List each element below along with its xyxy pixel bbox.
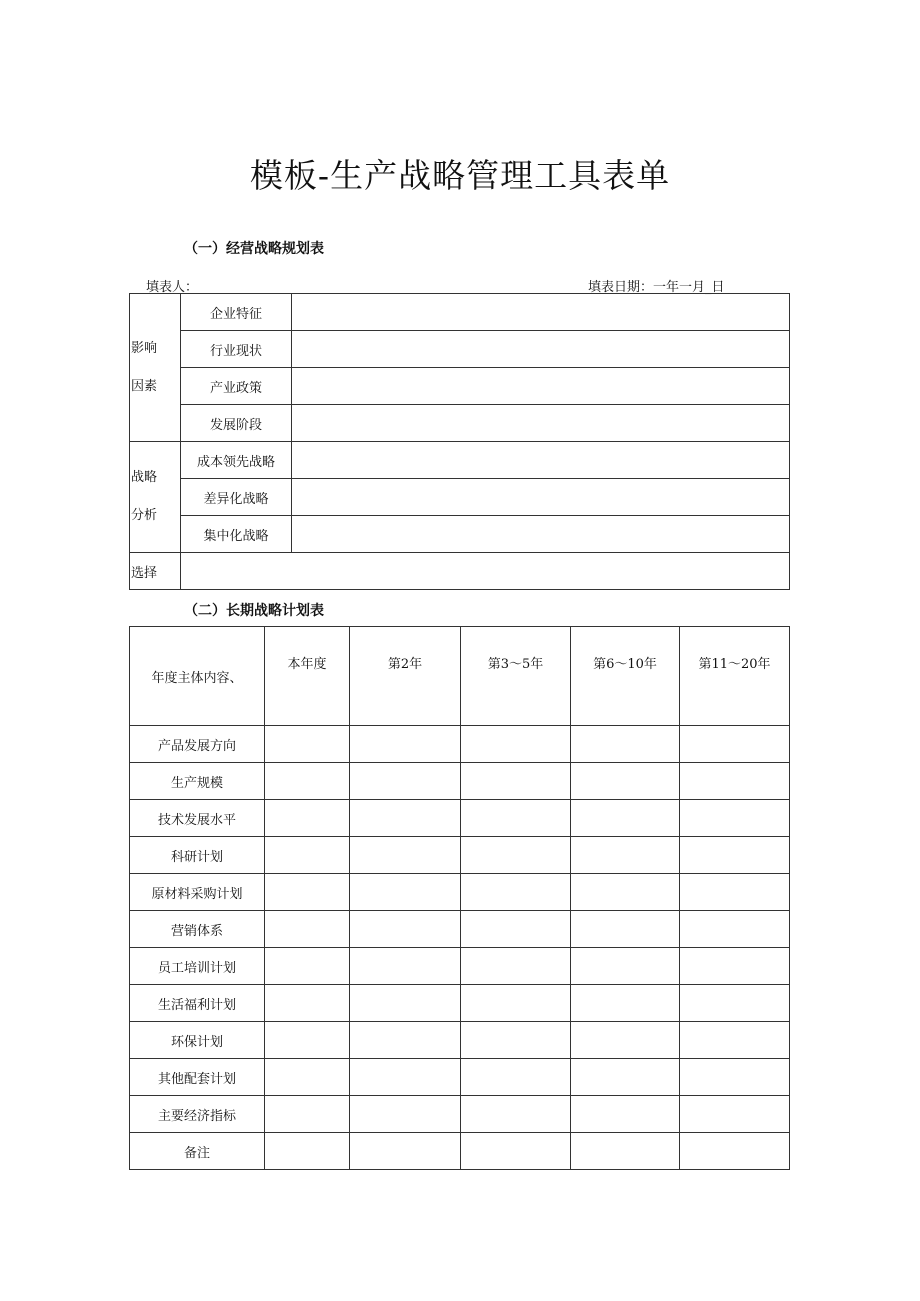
input-cell[interactable]: [265, 800, 350, 837]
input-cell[interactable]: [265, 1133, 350, 1170]
row-label: 原材料采购计划: [130, 874, 265, 911]
select-label: 选择: [130, 553, 181, 590]
row-label: 技术发展水平: [130, 800, 265, 837]
input-cell[interactable]: [265, 726, 350, 763]
input-cell[interactable]: [461, 985, 571, 1022]
table-row: [130, 553, 790, 590]
input-cell[interactable]: [571, 1059, 680, 1096]
input-cell[interactable]: [461, 1096, 571, 1133]
row-label: 环保计划: [130, 1022, 265, 1059]
row-label: 发展阶段: [181, 405, 292, 442]
input-cell[interactable]: [571, 911, 680, 948]
row-label: 产品发展方向: [130, 726, 265, 763]
input-cell[interactable]: [265, 1059, 350, 1096]
input-cell[interactable]: [680, 1133, 790, 1170]
row-label: 生活福利计划: [130, 985, 265, 1022]
input-cell[interactable]: [461, 837, 571, 874]
column-header: 第2年: [350, 627, 461, 726]
filler-label: 填表人：: [146, 280, 199, 295]
row-label: 企业特征: [181, 294, 292, 331]
table-row: [130, 837, 790, 874]
input-cell[interactable]: [265, 1096, 350, 1133]
table-row: [130, 479, 790, 516]
input-cell[interactable]: [461, 763, 571, 800]
input-cell[interactable]: [461, 1133, 571, 1170]
input-cell[interactable]: [265, 1022, 350, 1059]
table-row: [130, 948, 790, 985]
table-row: [130, 726, 790, 763]
header-row: [130, 627, 790, 726]
table-row: [130, 763, 790, 800]
input-cell[interactable]: [680, 763, 790, 800]
column-header: 第6～10年: [571, 627, 680, 726]
business-strategy-table: [129, 293, 790, 590]
table-row: [130, 442, 790, 479]
input-cell[interactable]: [680, 1096, 790, 1133]
row-label: 成本领先战略: [181, 442, 292, 479]
column-header: 年度主体内容、: [130, 627, 265, 726]
column-header: 本年度: [265, 627, 350, 726]
input-cell[interactable]: [350, 1133, 461, 1170]
input-cell[interactable]: [265, 763, 350, 800]
input-cell[interactable]: [680, 837, 790, 874]
input-cell[interactable]: [350, 763, 461, 800]
date-label: 填表日期：一年一月_日: [588, 280, 725, 295]
input-cell[interactable]: [181, 553, 790, 590]
table-row: [130, 405, 790, 442]
input-cell[interactable]: [350, 726, 461, 763]
input-cell[interactable]: [461, 800, 571, 837]
table-row: [130, 800, 790, 837]
input-cell[interactable]: [461, 726, 571, 763]
table-row: [130, 1059, 790, 1096]
group-label-influence: [130, 294, 181, 442]
row-label: 主要经济指标: [130, 1096, 265, 1133]
input-cell[interactable]: [680, 1059, 790, 1096]
row-label: 科研计划: [130, 837, 265, 874]
input-cell[interactable]: [350, 800, 461, 837]
input-cell[interactable]: [571, 1133, 680, 1170]
input-cell[interactable]: [680, 1022, 790, 1059]
input-cell[interactable]: [571, 985, 680, 1022]
group-label-strategy: [130, 442, 181, 553]
section-heading-long-term-plan: （二）长期战略计划表: [184, 603, 324, 619]
input-cell[interactable]: [292, 331, 790, 368]
row-label: 生产规模: [130, 763, 265, 800]
table-row: [130, 516, 790, 553]
input-cell[interactable]: [350, 837, 461, 874]
row-label: 集中化战略: [181, 516, 292, 553]
input-cell[interactable]: [350, 1059, 461, 1096]
row-label: 差异化战略: [181, 479, 292, 516]
input-cell[interactable]: [680, 985, 790, 1022]
group-label-line: 分析: [131, 508, 158, 523]
input-cell[interactable]: [292, 516, 790, 553]
input-cell[interactable]: [571, 948, 680, 985]
input-cell[interactable]: [461, 874, 571, 911]
table-row: [130, 294, 790, 331]
table-row: [130, 874, 790, 911]
input-cell[interactable]: [571, 726, 680, 763]
column-header: 第11～20年: [680, 627, 790, 726]
page-title: 模板-生产战略管理工具表单: [249, 156, 671, 195]
column-header: 第3～5年: [461, 627, 571, 726]
input-cell[interactable]: [680, 726, 790, 763]
table-row: [130, 331, 790, 368]
plan-rows: [130, 726, 790, 1170]
input-cell[interactable]: [265, 948, 350, 985]
table-row: [130, 368, 790, 405]
input-cell[interactable]: [571, 763, 680, 800]
section-heading-business-strategy: （一）经营战略规划表: [184, 241, 324, 257]
table-row: [130, 985, 790, 1022]
input-cell[interactable]: [292, 479, 790, 516]
input-cell[interactable]: [350, 874, 461, 911]
table-row: [130, 1096, 790, 1133]
group-label-line: 影响: [131, 340, 158, 356]
row-label: 备注: [130, 1133, 265, 1170]
input-cell[interactable]: [350, 1096, 461, 1133]
input-cell[interactable]: [680, 800, 790, 837]
input-cell[interactable]: [292, 442, 790, 479]
group-label-line: 战略: [131, 470, 158, 485]
input-cell[interactable]: [461, 1059, 571, 1096]
input-cell[interactable]: [461, 948, 571, 985]
input-cell[interactable]: [265, 985, 350, 1022]
input-cell[interactable]: [571, 1096, 680, 1133]
input-cell[interactable]: [461, 911, 571, 948]
long-term-plan-table: [129, 626, 790, 1170]
input-cell[interactable]: [680, 948, 790, 985]
input-cell[interactable]: [350, 1022, 461, 1059]
input-cell[interactable]: [680, 911, 790, 948]
input-cell[interactable]: [571, 837, 680, 874]
input-cell[interactable]: [292, 294, 790, 331]
row-label: 行业现状: [181, 331, 292, 368]
input-cell[interactable]: [265, 911, 350, 948]
row-label: 营销体系: [130, 911, 265, 948]
table-row: [130, 1133, 790, 1170]
input-cell[interactable]: [350, 985, 461, 1022]
input-cell[interactable]: [571, 874, 680, 911]
table-row: [130, 1022, 790, 1059]
input-cell[interactable]: [571, 800, 680, 837]
row-label: 产业政策: [181, 368, 292, 405]
input-cell[interactable]: [265, 874, 350, 911]
row-label: 其他配套计划: [130, 1059, 265, 1096]
input-cell[interactable]: [461, 1022, 571, 1059]
input-cell[interactable]: [680, 874, 790, 911]
row-label: 员工培训计划: [130, 948, 265, 985]
input-cell[interactable]: [292, 368, 790, 405]
input-cell[interactable]: [265, 837, 350, 874]
input-cell[interactable]: [350, 911, 461, 948]
table-row: [130, 911, 790, 948]
input-cell[interactable]: [571, 1022, 680, 1059]
input-cell[interactable]: [292, 405, 790, 442]
input-cell[interactable]: [350, 948, 461, 985]
group-label-line: 因素: [131, 378, 158, 394]
